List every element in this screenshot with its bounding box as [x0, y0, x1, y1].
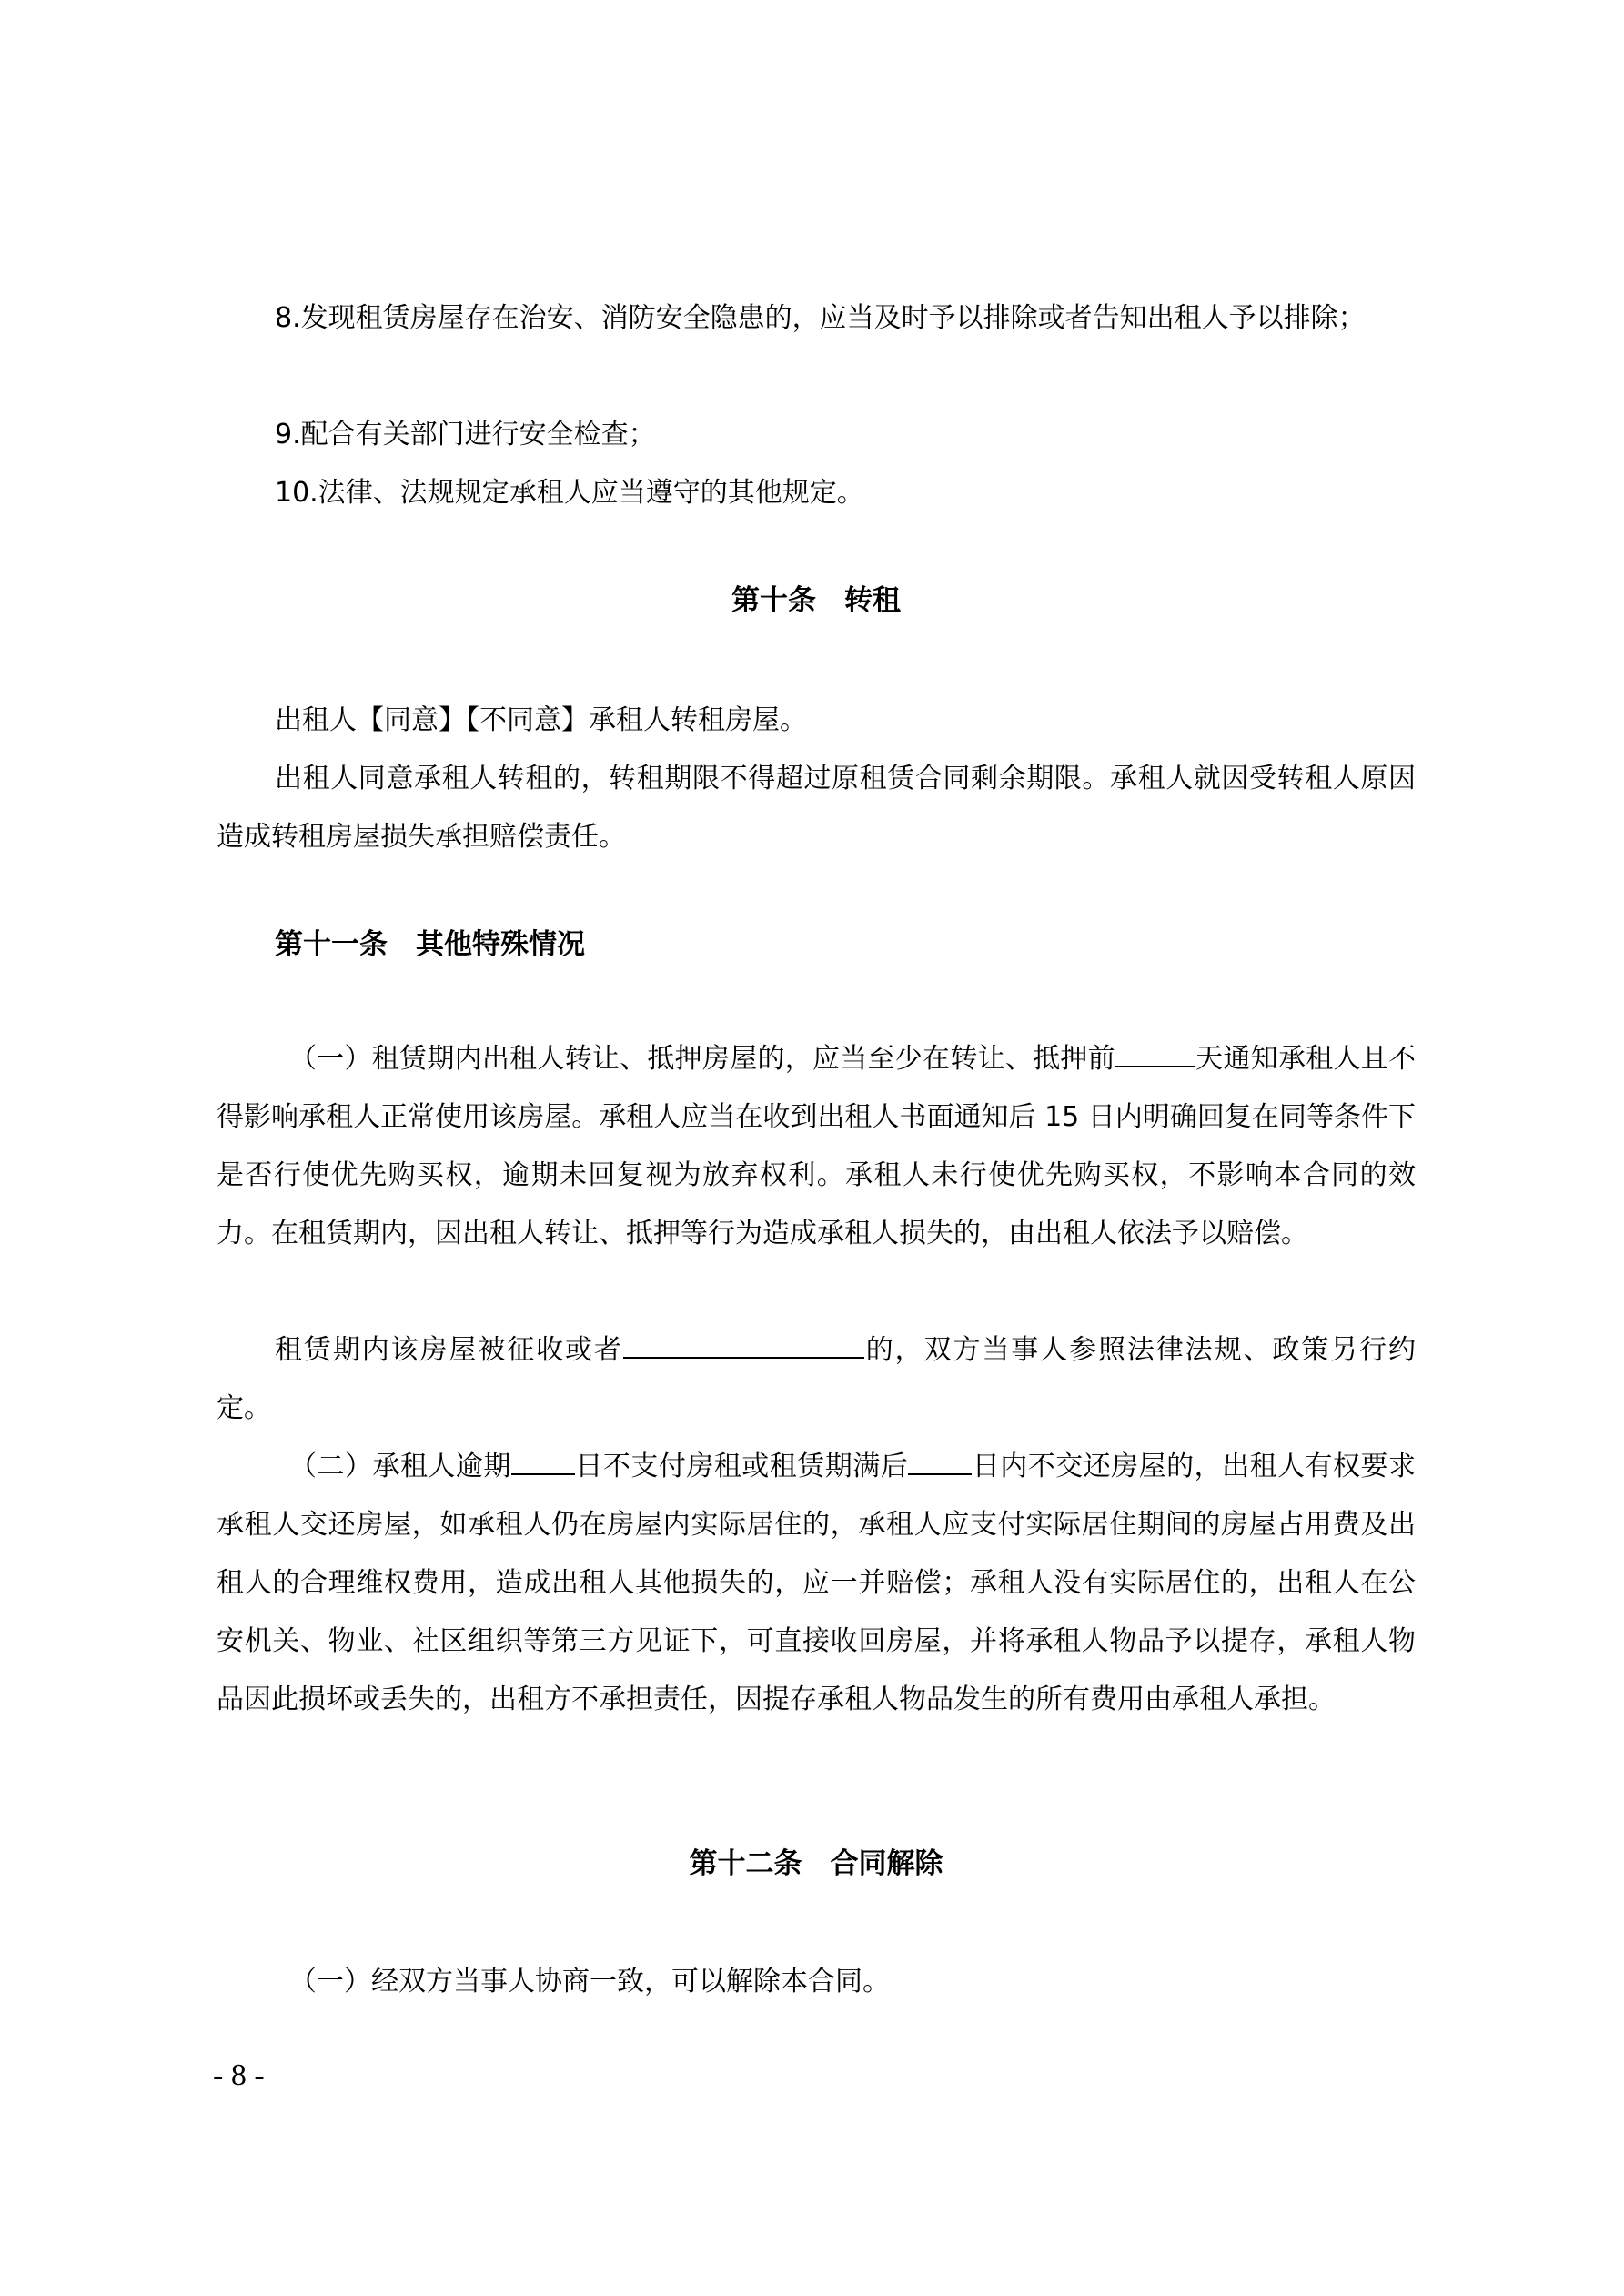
article-12-heading: 第十二条 合同解除 [689, 1847, 943, 1880]
article-11-heading: 第十一条 其他特殊情况 [275, 928, 585, 961]
clause-2-text-c: 日内不交还房屋的，出租人有权要求承租人交还房屋，如承租人仍在房屋内实际居住的，承租人应支付实际居住期间的房屋占用费及出租人的合理维权费用，造成出租人其他损失的，应一并赔偿；承租人没有实际居住的，出租人在公安机关、物业、社区组织等第三方见证下，可直接收回房屋，并将承租人物品予以提存，承租人物品因此损坏或丢失的，出租方不承担责任，因提存承租人物品发生的所有费用由承租人承担。 [217, 1451, 1417, 1715]
return-days-blank[interactable] [908, 1446, 972, 1475]
clause-item-10: 10.法律、法规规定承租人应当遵守的其他规定。 [275, 477, 864, 509]
page-number: - 8 - [213, 2058, 265, 2092]
clause-2-text-a: （二）承租人逾期 [289, 1451, 511, 1482]
article-10-paragraph-1: 出租人【同意】【不同意】承租人转租房屋。 [275, 704, 807, 736]
article-11-expropriation-paragraph [217, 1321, 1416, 1438]
clause-2-text-b: 日不支付房租或租赁期满后 [574, 1451, 909, 1482]
clause-1-text-b: 天通知承租人且不得影响承租人正常使用该房屋。承租人应当在收到出租人书面通知后 15 日内明确回复在同等条件下是否行使优先购买权，逾期未回复视为放弃权利。承租人未行使优先购买权，不影响本合同的效力。在租赁期内，因出租人转让、抵押等行为造成承租人损失的，由出租人依法予以赔偿。 [217, 1043, 1417, 1249]
notice-days-blank[interactable] [1115, 1038, 1195, 1067]
clause-1-text-a: （一）租赁期内出租人转让、抵押房屋的，应当至少在转让、抵押前 [289, 1043, 1115, 1075]
article-10-heading: 第十条 转租 [731, 584, 901, 617]
overdue-days-blank[interactable] [511, 1446, 575, 1475]
article-11-clause-1 [217, 1030, 1416, 1263]
expropriation-text-a: 租赁期内该房屋被征收或者 [275, 1334, 623, 1366]
clause-item-9: 9.配合有关部门进行安全检查； [275, 419, 656, 450]
article-12-clause-1: （一）经双方当事人协商一致，可以解除本合同。 [289, 1966, 890, 1998]
expropriation-text-b: 的，双方当事人参照法律法规、政策另行约定。 [217, 1334, 1417, 1424]
article-11-clause-2 [217, 1438, 1416, 1729]
article-10-paragraph-2: 出租人同意承租人转租的，转租期限不得超过原租赁合同剩余期限。承租人就因受转租人原因造成转租房屋损失承担赔偿责任。 [217, 763, 1416, 853]
clause-item-8: 8.发现租赁房屋存在治安、消防安全隐患的，应当及时予以排除或者告知出租人予以排除； [275, 302, 1366, 334]
expropriation-blank[interactable] [623, 1330, 864, 1359]
